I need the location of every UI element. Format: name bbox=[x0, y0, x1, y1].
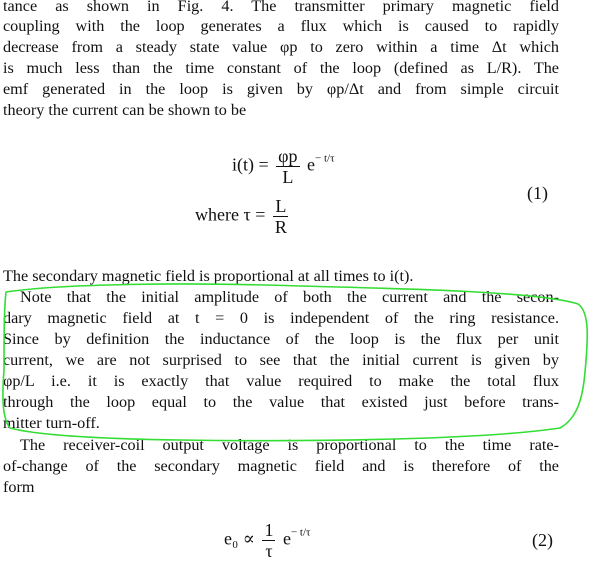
equation-1-lhs: i(t) = bbox=[232, 154, 269, 175]
paragraph-3-line-4: current, we are not surprised to see that the initial current is given by bbox=[3, 351, 559, 369]
paragraph-4-line-2: of-change of the secondary magnetic field and is therefore of the bbox=[3, 457, 559, 475]
paragraph-1-line-6: theory the current can be shown to be bbox=[3, 101, 247, 119]
paragraph-4-line-3: form bbox=[3, 478, 35, 496]
equation-2-number: (2) bbox=[532, 530, 553, 550]
paragraph-4-line-1: The receiver-coil output voltage is proportional to the time rate- bbox=[20, 436, 559, 454]
paragraph-1-line-4: is much less than the time constant of the loop (defined as L/R). The bbox=[3, 59, 559, 77]
equation-1-where-label: where τ = bbox=[195, 204, 266, 225]
equation-1-where bbox=[195, 196, 292, 237]
paragraph-3-line-7: mitter turn-off. bbox=[3, 414, 100, 432]
equation-1 bbox=[232, 146, 335, 187]
paragraph-2-line-1: The secondary magnetic field is proportional at all times to i(t). bbox=[3, 267, 414, 285]
equation-1-numerator: φp bbox=[278, 146, 298, 166]
equation-1-number: (1) bbox=[527, 183, 548, 203]
equation-1-where-fraction bbox=[273, 196, 289, 237]
equation-2 bbox=[224, 520, 310, 561]
paragraph-3-line-1: Note that the initial amplitude of both the current and the secon- bbox=[20, 288, 559, 306]
equation-1-exponent: − t/τ bbox=[315, 152, 335, 165]
paragraph-1-line-3: decrease from a steady state value φp to zero within a time Δt which bbox=[3, 38, 559, 56]
equation-1-where-numerator: L bbox=[275, 196, 287, 216]
equation-1-denominator: L bbox=[282, 167, 294, 187]
equation-1-fraction bbox=[276, 146, 299, 187]
paragraph-3-line-6: through the loop equal to the value that existed just before trans- bbox=[3, 393, 559, 411]
paragraph-3-line-3: Since by definition the inductance of the loop is the flux per unit bbox=[3, 330, 559, 348]
equation-2-exp: e bbox=[282, 528, 291, 549]
equation-2-lhs: e₀ ∝ bbox=[224, 528, 255, 549]
equation-2-exponent: − t/τ bbox=[290, 526, 311, 539]
equation-2-denominator: τ bbox=[265, 541, 273, 561]
equation-1-exp: e bbox=[307, 154, 316, 175]
paragraph-3-line-5: φp/L i.e. it is exactly that value required to make the total flux bbox=[3, 372, 559, 390]
paragraph-3-line-2: dary magnetic field at t = 0 is independent of the ring resistance. bbox=[3, 309, 559, 327]
equation-2-fraction bbox=[262, 520, 275, 561]
paragraph-1-line-1: tance as shown in Fig. 4. The transmitter primary magnetic field bbox=[3, 0, 559, 15]
paragraph-1-line-5: emf generated in the loop is given by φp/Δt and from simple circuit bbox=[3, 80, 559, 98]
equation-2-numerator: 1 bbox=[264, 520, 274, 540]
equation-1-where-denominator: R bbox=[274, 217, 287, 237]
paragraph-1-line-2: coupling with the loop generates a flux which is caused to rapidly bbox=[3, 17, 559, 35]
